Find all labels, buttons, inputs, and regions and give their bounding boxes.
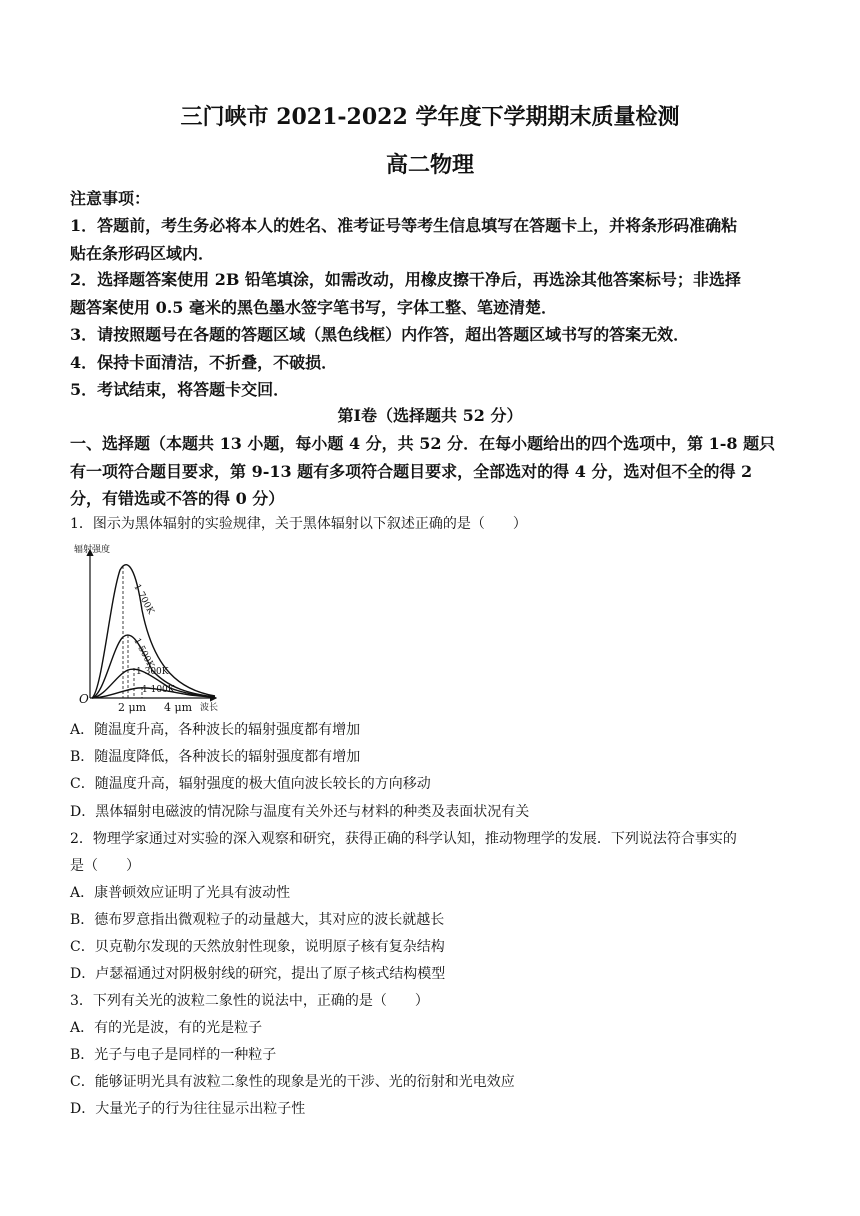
notice-line: 题答案使用 0.5 毫米的黑色墨水签字笔书写，字体工整、笔迹清楚． [70, 298, 557, 317]
q2-option-c: C．贝克勒尔发现的天然放射性现象，说明原子核有复杂结构 [70, 939, 445, 955]
notice-line: 3．请按照题号在各题的答题区域（黑色线框）内作答，超出答题区域书写的答案无效． [70, 325, 690, 344]
q1-option-a: A．随温度升高，各种波长的辐射强度都有增加 [70, 722, 361, 738]
x-axis-label: 波长 [200, 703, 219, 713]
exam-subject: 高二物理 [385, 152, 474, 178]
section-intro-line: 一、选择题（本题共 13 小题，每小题 4 分，共 52 分．在每小题给出的四个选项中，第 1-8 题只 [70, 434, 776, 453]
curve-label-1500k: 1 500K [131, 636, 156, 671]
q1-option-d: D．黑体辐射电磁波的情况除与温度有关外还与材料的种类及表面状况有关 [70, 804, 530, 820]
q2-stem-line: 是（ ） [70, 858, 140, 874]
q1-option-b: B．随温度降低，各种波长的辐射强度都有增加 [70, 749, 361, 765]
q1-option-c: C．随温度升高，辐射强度的极大值向波长较长的方向移动 [70, 776, 431, 792]
q2-option-b: B．德布罗意指出微观粒子的动量越大，其对应的波长就越长 [70, 912, 445, 928]
q3-option-c: C．能够证明光具有波粒二象性的现象是光的干涉、光的衍射和光电效应 [70, 1074, 515, 1090]
q2-option-a: A．康普顿效应证明了光具有波动性 [70, 885, 291, 901]
y-axis-label: 辐射强度 [74, 545, 111, 555]
x-tick-label: 2 μm [118, 701, 147, 714]
notice-line: 4．保持卡面清洁，不折叠，不破损． [70, 353, 338, 372]
curve-label-1100k: 1 100K [142, 685, 175, 695]
q3-stem: 3．下列有关光的波粒二象性的说法中，正确的是（ ） [70, 993, 429, 1009]
blackbody-radiation-chart [70, 540, 230, 715]
q3-option-a: A．有的光是波，有的光是粒子 [70, 1020, 263, 1036]
notice-line: 贴在条形码区域内． [70, 244, 215, 263]
notice-line: 1．答题前，考生务必将本人的姓名、准考证号等考生信息填写在答题卡上，并将条形码准确粘 [70, 216, 738, 235]
notice-heading: 注意事项： [70, 189, 151, 208]
q3-option-d: D．大量光子的行为往往显示出粒子性 [70, 1101, 306, 1117]
curve-label-1700k: 1 700K [131, 582, 156, 617]
origin-label: O [79, 692, 89, 706]
x-tick-label: 4 μm [164, 701, 193, 714]
q1-stem: 1．图示为黑体辐射的实验规律，关于黑体辐射以下叙述正确的是（ ） [70, 516, 527, 532]
section-title: 第Ⅰ卷（选择题共 52 分） [337, 406, 523, 425]
section-intro-line: 分，有错选或不答的得 0 分） [70, 489, 285, 508]
section-intro-line: 有一项符合题目要求，第 9-13 题有多项符合题目要求，全部选对的得 4 分，选对但不全的得 2 [70, 462, 753, 481]
q2-option-d: D．卢瑟福通过对阴极射线的研究，提出了原子核式结构模型 [70, 966, 446, 982]
exam-title: 三门峡市 2021-2022 学年度下学期期末质量检测 [180, 104, 680, 130]
notice-line: 2．选择题答案使用 2B 铅笔填涂，如需改动，用橡皮擦干净后，再选涂其他答案标号；非选择 [70, 270, 741, 289]
notice-line: 5．考试结束，将答题卡交回． [70, 380, 290, 399]
q3-option-b: B．光子与电子是同样的一种粒子 [70, 1047, 277, 1063]
curve-label-1300k: 1 300K [136, 667, 169, 677]
q2-stem-line: 2．物理学家通过对实验的深入观察和研究，获得正确的科学认知，推动物理学的发展．下列说法符合事实的 [70, 831, 737, 847]
